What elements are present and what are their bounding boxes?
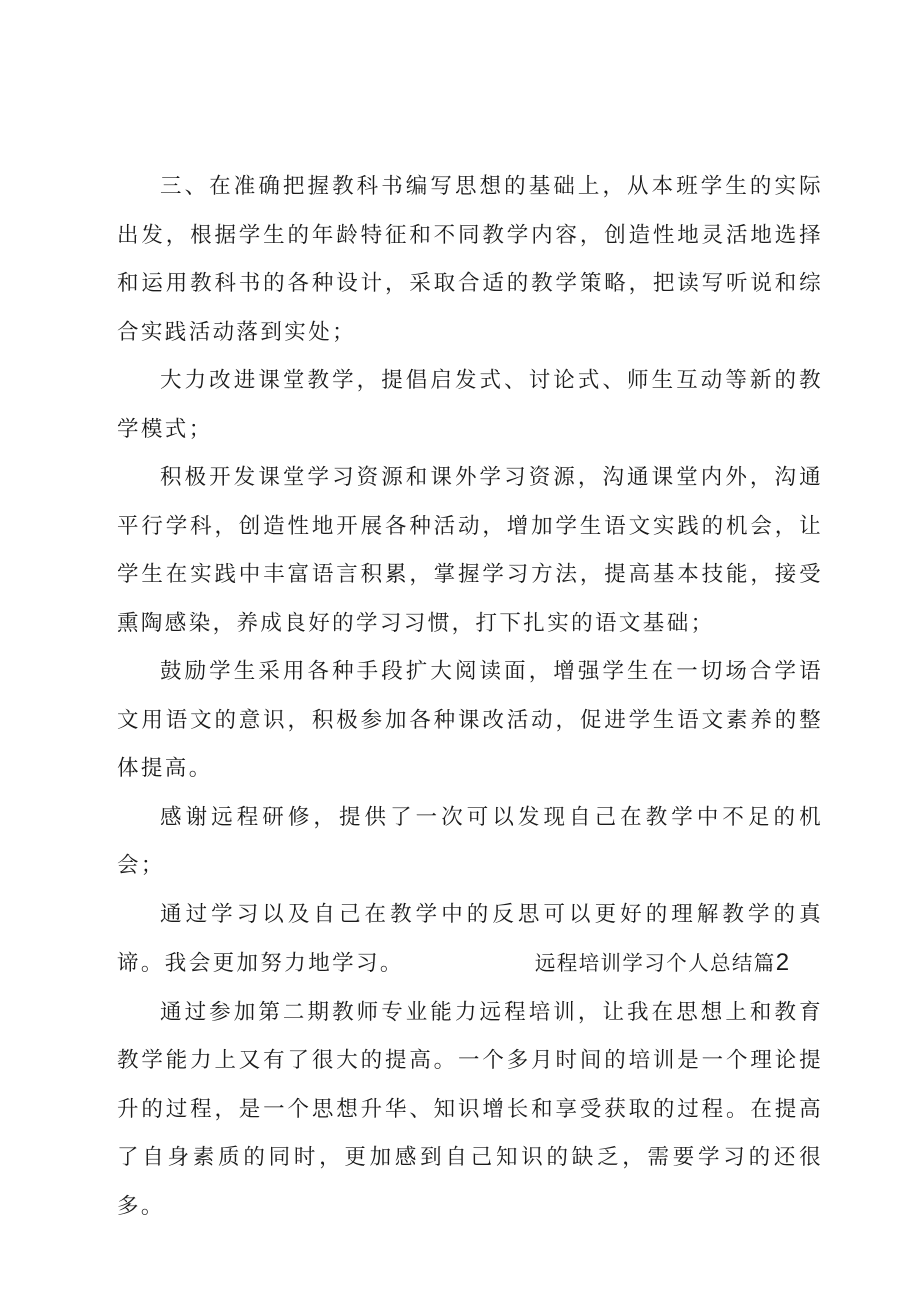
paragraph-4: 鼓励学生采用各种手段扩大阅读面，增强学生在一切场合学语文用语文的意识，积极参加各种课改活动，促进学生语文素养的整体提高。 [117,659,823,781]
paragraph-3: 积极开发课堂学习资源和课外学习资源，沟通课堂内外，沟通平行学科，创造性地开展各种活动，增加学生语文实践的机会，让学生在实践中丰富语言积累，掌握学习方法，提高基本技能，接受熏陶感染，养成良好的学习习惯，打下扎实的语文基础； [117,465,823,636]
section-title-text: 远程培训学习个人总结篇 [534,951,776,975]
section-title-number: 2 [775,949,790,976]
paragraph-5: 感谢远程研修，提供了一次可以发现自己在教学中不足的机会； [117,804,823,878]
paragraph-1: 三、在准确把握教科书编写思想的基础上，从本班学生的实际出发，根据学生的年龄特征和不同教学内容，创造性地灵活地选择和运用教科书的各种设计，采取合适的教学策略，把读写听说和综合实践活动落到实处； [117,174,823,345]
paragraph-6-text: 通过学习以及自己在教学中的反思可以更好的理解教学的真谛。我会更加努力地学习。 [117,901,823,976]
section-title [492,939,789,988]
paragraph-7: 通过参加第二期教师专业能力远程培训，让我在思想上和教育教学能力上又有了很大的提高。一个多月时间的培训是一个理论提升的过程，是一个思想升华、知识增长和享受获取的过程。在提高了自身素质的同时，更加感到自己知识的缺乏，需要学习的还很多。 [117,999,823,1219]
paragraph-6 [117,891,823,989]
document-body [117,163,823,1231]
paragraph-2: 大力改进课堂教学，提倡启发式、讨论式、师生互动等新的教学模式； [117,368,823,442]
